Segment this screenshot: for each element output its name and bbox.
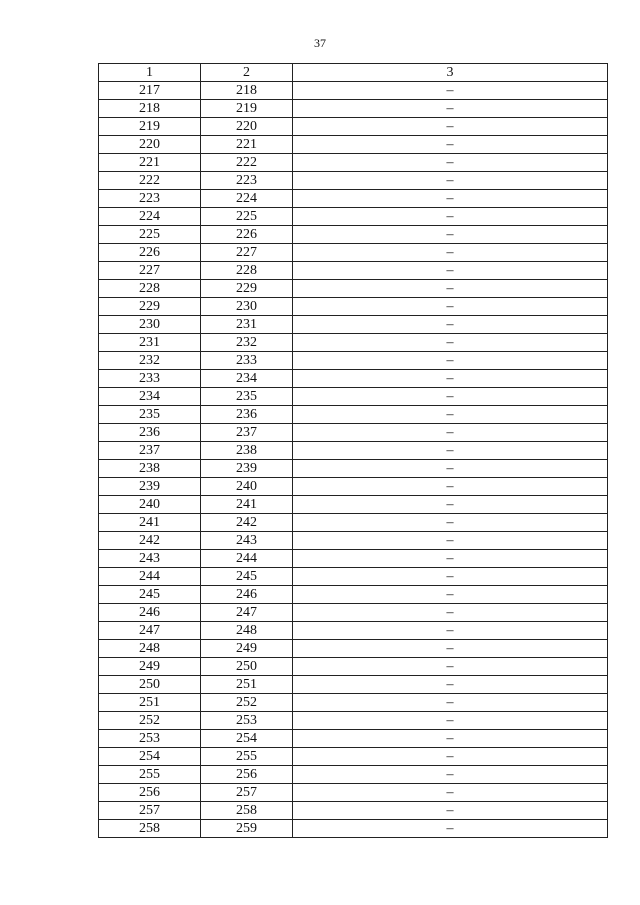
table-cell-col2: 218 — [201, 82, 293, 100]
table-cell-col2: 249 — [201, 640, 293, 658]
table-cell-col3: – — [293, 172, 608, 190]
table-cell-col3: – — [293, 784, 608, 802]
table-cell-col3: – — [293, 568, 608, 586]
table-cell-col1: 237 — [99, 442, 201, 460]
table-cell-col1: 220 — [99, 136, 201, 154]
table-row — [99, 496, 608, 514]
table-cell-col3: – — [293, 100, 608, 118]
table-cell-col2: 224 — [201, 190, 293, 208]
table-cell-col3: – — [293, 442, 608, 460]
table-cell-col1: 248 — [99, 640, 201, 658]
table-cell-col2: 237 — [201, 424, 293, 442]
table-row — [99, 388, 608, 406]
table-cell-col3: – — [293, 514, 608, 532]
column-header-1: 1 — [99, 64, 201, 82]
table-cell-col1: 219 — [99, 118, 201, 136]
table-cell-col3: – — [293, 154, 608, 172]
table-cell-col2: 228 — [201, 262, 293, 280]
table-cell-col3: – — [293, 388, 608, 406]
table-row — [99, 334, 608, 352]
table-cell-col3: – — [293, 640, 608, 658]
page-number: 37 — [314, 36, 326, 50]
table-row — [99, 118, 608, 136]
table-cell-col3: – — [293, 118, 608, 136]
table-row — [99, 784, 608, 802]
table-cell-col2: 223 — [201, 172, 293, 190]
table-cell-col1: 246 — [99, 604, 201, 622]
table-cell-col1: 245 — [99, 586, 201, 604]
table-cell-col2: 243 — [201, 532, 293, 550]
table-cell-col2: 247 — [201, 604, 293, 622]
table-row — [99, 640, 608, 658]
table-cell-col2: 222 — [201, 154, 293, 172]
table-row — [99, 190, 608, 208]
table-body — [99, 82, 608, 838]
table-cell-col1: 236 — [99, 424, 201, 442]
table-cell-col2: 229 — [201, 280, 293, 298]
table-cell-col1: 258 — [99, 820, 201, 838]
table-cell-col1: 226 — [99, 244, 201, 262]
table-row — [99, 262, 608, 280]
data-table — [98, 63, 608, 838]
table-cell-col1: 249 — [99, 658, 201, 676]
table-row — [99, 154, 608, 172]
table-row — [99, 370, 608, 388]
table-cell-col1: 223 — [99, 190, 201, 208]
table-row — [99, 208, 608, 226]
table-cell-col1: 232 — [99, 352, 201, 370]
table-cell-col1: 255 — [99, 766, 201, 784]
table-cell-col1: 254 — [99, 748, 201, 766]
table-row — [99, 676, 608, 694]
table-cell-col3: – — [293, 370, 608, 388]
table-cell-col1: 225 — [99, 226, 201, 244]
table-cell-col1: 256 — [99, 784, 201, 802]
table-row — [99, 442, 608, 460]
table-cell-col3: – — [293, 244, 608, 262]
table-cell-col1: 253 — [99, 730, 201, 748]
table-cell-col2: 248 — [201, 622, 293, 640]
table-cell-col2: 255 — [201, 748, 293, 766]
table-cell-col1: 247 — [99, 622, 201, 640]
table-cell-col2: 257 — [201, 784, 293, 802]
table-row — [99, 568, 608, 586]
table-cell-col1: 228 — [99, 280, 201, 298]
table-row — [99, 604, 608, 622]
table-row — [99, 136, 608, 154]
table-row — [99, 514, 608, 532]
table-cell-col1: 222 — [99, 172, 201, 190]
table-row — [99, 226, 608, 244]
table-row — [99, 820, 608, 838]
table-cell-col2: 236 — [201, 406, 293, 424]
table-cell-col2: 256 — [201, 766, 293, 784]
table-cell-col2: 230 — [201, 298, 293, 316]
table-row — [99, 478, 608, 496]
table-cell-col3: – — [293, 694, 608, 712]
table-cell-col3: – — [293, 298, 608, 316]
column-header-3: 3 — [293, 64, 608, 82]
table-row — [99, 406, 608, 424]
table-cell-col1: 230 — [99, 316, 201, 334]
table-row — [99, 550, 608, 568]
table-row — [99, 532, 608, 550]
table-row — [99, 658, 608, 676]
table-cell-col1: 251 — [99, 694, 201, 712]
table-cell-col2: 219 — [201, 100, 293, 118]
column-header-2: 2 — [201, 64, 293, 82]
table-cell-col3: – — [293, 586, 608, 604]
table-row — [99, 802, 608, 820]
table-cell-col1: 239 — [99, 478, 201, 496]
table-cell-col1: 242 — [99, 532, 201, 550]
table-row — [99, 424, 608, 442]
table-cell-col3: – — [293, 496, 608, 514]
table-cell-col2: 225 — [201, 208, 293, 226]
table-cell-col2: 258 — [201, 802, 293, 820]
table-cell-col2: 232 — [201, 334, 293, 352]
table-row — [99, 172, 608, 190]
table-cell-col1: 221 — [99, 154, 201, 172]
table-cell-col3: – — [293, 460, 608, 478]
table-cell-col1: 244 — [99, 568, 201, 586]
table-cell-col2: 242 — [201, 514, 293, 532]
table-cell-col3: – — [293, 82, 608, 100]
table-cell-col2: 227 — [201, 244, 293, 262]
table-cell-col3: – — [293, 730, 608, 748]
table-row — [99, 712, 608, 730]
table-cell-col2: 226 — [201, 226, 293, 244]
table-row — [99, 352, 608, 370]
table-cell-col3: – — [293, 208, 608, 226]
table-cell-col3: – — [293, 424, 608, 442]
table-cell-col1: 217 — [99, 82, 201, 100]
table-cell-col2: 251 — [201, 676, 293, 694]
table-cell-col2: 238 — [201, 442, 293, 460]
table-cell-col1: 233 — [99, 370, 201, 388]
table-row — [99, 586, 608, 604]
table-cell-col2: 245 — [201, 568, 293, 586]
table-cell-col1: 231 — [99, 334, 201, 352]
table-cell-col3: – — [293, 280, 608, 298]
table-cell-col1: 234 — [99, 388, 201, 406]
header-row — [99, 64, 608, 82]
table-cell-col3: – — [293, 550, 608, 568]
table-cell-col1: 227 — [99, 262, 201, 280]
table-cell-col3: – — [293, 748, 608, 766]
table-row — [99, 280, 608, 298]
table-row — [99, 316, 608, 334]
table-row — [99, 244, 608, 262]
table-cell-col2: 244 — [201, 550, 293, 568]
table-row — [99, 694, 608, 712]
table-cell-col2: 234 — [201, 370, 293, 388]
table-cell-col2: 221 — [201, 136, 293, 154]
table-cell-col3: – — [293, 262, 608, 280]
table-row — [99, 622, 608, 640]
table-cell-col1: 238 — [99, 460, 201, 478]
table-row — [99, 730, 608, 748]
table-cell-col3: – — [293, 802, 608, 820]
table-cell-col2: 231 — [201, 316, 293, 334]
table-row — [99, 748, 608, 766]
table-cell-col3: – — [293, 604, 608, 622]
table-cell-col2: 259 — [201, 820, 293, 838]
table-cell-col3: – — [293, 658, 608, 676]
table-cell-col3: – — [293, 532, 608, 550]
table-cell-col3: – — [293, 676, 608, 694]
table-cell-col2: 241 — [201, 496, 293, 514]
table-cell-col1: 257 — [99, 802, 201, 820]
table-cell-col3: – — [293, 136, 608, 154]
table-cell-col2: 240 — [201, 478, 293, 496]
table-cell-col1: 243 — [99, 550, 201, 568]
table-cell-col1: 241 — [99, 514, 201, 532]
table-cell-col3: – — [293, 334, 608, 352]
table-cell-col3: – — [293, 316, 608, 334]
table-cell-col2: 252 — [201, 694, 293, 712]
table-cell-col2: 235 — [201, 388, 293, 406]
table-cell-col1: 229 — [99, 298, 201, 316]
table-cell-col1: 235 — [99, 406, 201, 424]
table-cell-col2: 233 — [201, 352, 293, 370]
table-cell-col3: – — [293, 406, 608, 424]
table-cell-col2: 239 — [201, 460, 293, 478]
table-cell-col2: 250 — [201, 658, 293, 676]
table-cell-col2: 253 — [201, 712, 293, 730]
table-cell-col3: – — [293, 712, 608, 730]
table-cell-col3: – — [293, 622, 608, 640]
table-cell-col3: – — [293, 190, 608, 208]
table-cell-col3: – — [293, 352, 608, 370]
table-row — [99, 766, 608, 784]
table-cell-col1: 252 — [99, 712, 201, 730]
table-cell-col3: – — [293, 478, 608, 496]
table-cell-col1: 224 — [99, 208, 201, 226]
table-cell-col3: – — [293, 766, 608, 784]
table-cell-col2: 246 — [201, 586, 293, 604]
table-row — [99, 460, 608, 478]
table-row — [99, 100, 608, 118]
table-cell-col1: 250 — [99, 676, 201, 694]
table-cell-col1: 240 — [99, 496, 201, 514]
table-row — [99, 298, 608, 316]
table-cell-col3: – — [293, 226, 608, 244]
table-cell-col3: – — [293, 820, 608, 838]
table-row — [99, 82, 608, 100]
table-cell-col2: 254 — [201, 730, 293, 748]
table-cell-col1: 218 — [99, 100, 201, 118]
table-cell-col2: 220 — [201, 118, 293, 136]
